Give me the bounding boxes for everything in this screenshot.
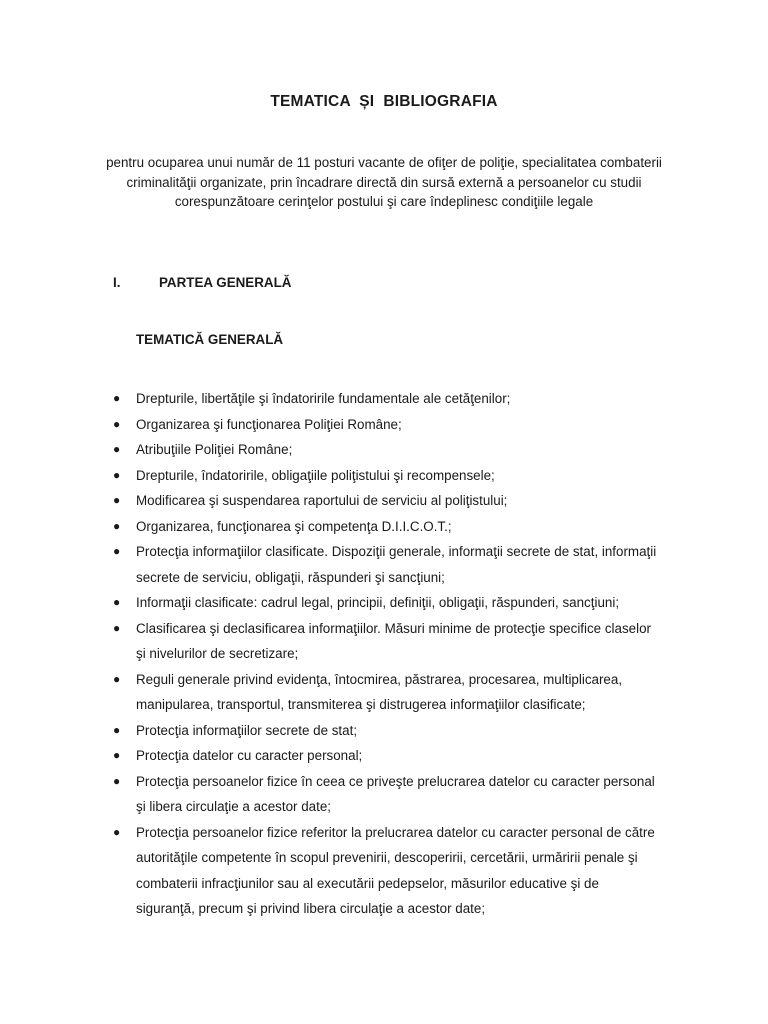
section-heading bbox=[113, 275, 291, 290]
subtitle-line: pentru ocuparea unui număr de 11 posturi vacante de ofiţer de poliţie, specialitatea combaterii bbox=[106, 155, 662, 170]
bullet-icon: ● bbox=[113, 518, 121, 533]
bullet-icon: ● bbox=[113, 671, 121, 686]
list-item-text: Protecţia informaţiilor secrete de stat; bbox=[136, 722, 358, 738]
bullet-icon: ● bbox=[113, 544, 121, 558]
list-item bbox=[113, 488, 683, 514]
bullet-icon: ● bbox=[113, 442, 121, 456]
list-item-text: Drepturile, libertăţile şi îndatoririle fundamentale ale cetăţenilor; bbox=[136, 391, 511, 406]
list-item bbox=[113, 386, 683, 412]
list-item bbox=[113, 437, 683, 463]
list-item bbox=[113, 718, 683, 744]
bullet-icon: ● bbox=[113, 773, 121, 788]
document-subtitle bbox=[84, 153, 684, 212]
topic-list bbox=[113, 386, 683, 922]
list-item-text: şi nivelurilor de secretizare; bbox=[136, 646, 299, 661]
bullet-icon: ● bbox=[113, 620, 121, 635]
list-item-text: secrete de serviciu, obligaţii, răspunderi şi sancţiuni; bbox=[136, 569, 445, 585]
section-title: PARTEA GENERALĂ bbox=[159, 275, 292, 290]
list-item-text: autorităţile competente în scopul prevenirii, descoperirii, cercetării, urmăririi penale şi bbox=[136, 850, 638, 865]
list-item-text: Reguli generale privind evidenţa, întocmirea, păstrarea, procesarea, multiplicarea, bbox=[136, 671, 623, 687]
document-title: TEMATICA ȘI BIBLIOGRAFIA bbox=[270, 93, 498, 110]
list-item-text: Protecţia persoanelor fizice în ceea ce priveşte prelucrarea datelor cu caracter personal bbox=[136, 773, 655, 789]
list-item bbox=[113, 769, 683, 820]
list-item-text: şi libera circulaţie a acestor date; bbox=[136, 799, 332, 814]
list-item bbox=[113, 667, 683, 718]
list-item bbox=[113, 539, 683, 590]
subsection-heading: TEMATICĂ GENERALĂ bbox=[136, 332, 284, 347]
list-item-text: Informaţii clasificate: cadrul legal, principii, definiţii, obligaţii, răspunderi, sancţiuni; bbox=[136, 595, 620, 610]
list-item-text: Protecţia persoanelor fizice referitor la prelucrarea datelor cu caracter personal de către bbox=[136, 824, 655, 840]
bullet-icon: ● bbox=[113, 595, 121, 609]
list-item-text: siguranţă, precum şi privind libera circulaţie a acestor date; bbox=[136, 901, 486, 916]
list-item bbox=[113, 616, 683, 667]
list-item-text: Protecţia datelor cu caracter personal; bbox=[136, 748, 363, 763]
list-item-text: Clasificarea şi declasificarea informaţiilor. Măsuri minime de protecţie specifice claselor bbox=[136, 620, 651, 636]
bullet-icon: ● bbox=[113, 493, 121, 507]
list-item-text: manipularea, transportul, transmiterea şi distrugerea informaţiilor clasificate; bbox=[136, 697, 586, 712]
list-item bbox=[113, 514, 683, 540]
list-item bbox=[113, 590, 683, 616]
list-item bbox=[113, 463, 683, 489]
section-number: I. bbox=[113, 275, 121, 290]
list-item bbox=[113, 412, 683, 438]
bullet-icon: ● bbox=[113, 467, 121, 482]
list-item-text: Drepturile, îndatoririle, obligaţiile poliţistului şi recompensele; bbox=[136, 467, 495, 483]
list-item-text: Protecţia informaţiilor clasificate. Dispoziţii generale, informaţii secrete de stat, informaţii bbox=[136, 544, 657, 559]
bullet-icon: ● bbox=[113, 824, 121, 839]
bullet-icon: ● bbox=[113, 391, 121, 405]
list-item bbox=[113, 743, 683, 769]
bullet-icon: ● bbox=[113, 722, 121, 737]
list-item-text: Organizarea, funcţionarea şi competenţa D.I.I.C.O.T.; bbox=[136, 518, 452, 534]
list-item-text: combaterii infracţiunilor sau al executării pedepselor, măsurilor educative şi de bbox=[136, 875, 599, 891]
bullet-icon: ● bbox=[113, 748, 121, 762]
list-item bbox=[113, 820, 683, 922]
bullet-icon: ● bbox=[113, 416, 121, 431]
list-item-text: Modificarea şi suspendarea raportului de serviciu al poliţistului; bbox=[136, 493, 508, 508]
list-item-text: Organizarea şi funcţionarea Poliţiei Române; bbox=[136, 416, 402, 432]
subtitle-line: criminalităţii organizate, prin încadrare directă din sursă externă a persoanelor cu studii bbox=[126, 174, 642, 190]
subtitle-line: corespunzătoare cerinţelor postului şi care îndeplinesc condiţiile legale bbox=[174, 194, 594, 209]
list-item-text: Atribuţiile Poliţiei Române; bbox=[136, 442, 293, 457]
